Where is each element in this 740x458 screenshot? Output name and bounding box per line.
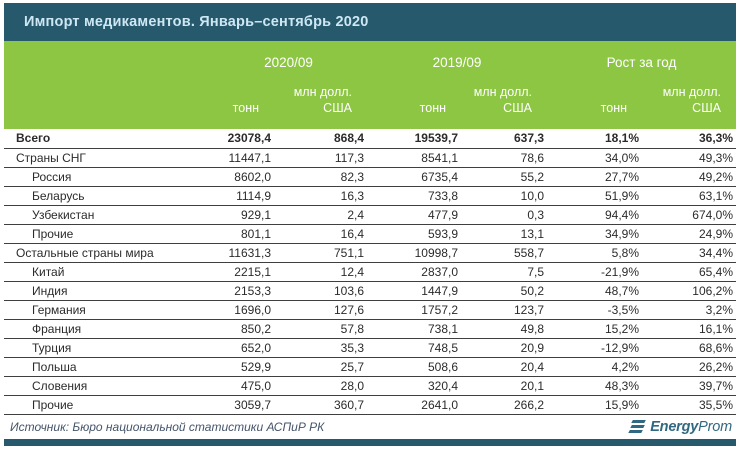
cell-value: 320,4 — [367, 376, 461, 395]
table-header — [4, 41, 736, 129]
page-title: Импорт медикаментов. Январь–сентябрь 2020 — [24, 14, 369, 30]
cell-value: 106,2% — [642, 281, 736, 300]
cell-value: 20,9 — [461, 338, 547, 357]
cell-value: 7,5 — [461, 262, 547, 281]
cell-value: 738,1 — [367, 319, 461, 338]
table-row — [4, 205, 736, 224]
subheader-tons: тонн — [210, 72, 274, 129]
table-row — [4, 319, 736, 338]
table-row — [4, 148, 736, 167]
cell-value: 748,5 — [367, 338, 461, 357]
row-label: Остальные страны мира — [4, 243, 210, 262]
cell-value: 13,1 — [461, 224, 547, 243]
cell-value: 25,7 — [274, 357, 367, 376]
row-label: Беларусь — [4, 186, 210, 205]
table-row — [4, 243, 736, 262]
group-growth: Рост за год — [547, 41, 736, 72]
cell-value: 51,9% — [547, 186, 642, 205]
cell-value: 929,1 — [210, 205, 274, 224]
cell-value: 57,8 — [274, 319, 367, 338]
table-row — [4, 167, 736, 186]
cell-value: 529,9 — [210, 357, 274, 376]
cell-value: 558,7 — [461, 243, 547, 262]
cell-value: 15,9% — [547, 395, 642, 414]
cell-value: 65,4% — [642, 262, 736, 281]
group-2020: 2020/09 — [210, 41, 367, 72]
cell-value: 15,2% — [547, 319, 642, 338]
row-label: Прочие — [4, 395, 210, 414]
cell-value: 49,2% — [642, 167, 736, 186]
column-group-row — [4, 41, 736, 72]
cell-value: 2641,0 — [367, 395, 461, 414]
cell-value: 34,9% — [547, 224, 642, 243]
cell-value: 16,3 — [274, 186, 367, 205]
row-label: Индия — [4, 281, 210, 300]
cell-value: 751,1 — [274, 243, 367, 262]
row-label: Словения — [4, 376, 210, 395]
cell-value: 8541,1 — [367, 148, 461, 167]
subheader-musd: млн долл. США — [274, 72, 367, 129]
cell-value: 26,2% — [642, 357, 736, 376]
cell-value: 593,9 — [367, 224, 461, 243]
table-row — [4, 281, 736, 300]
row-label: Китай — [4, 262, 210, 281]
subheader-tons: тонн — [547, 72, 642, 129]
cell-value: 3059,7 — [210, 395, 274, 414]
cell-value: 48,3% — [547, 376, 642, 395]
cell-value: 508,6 — [367, 357, 461, 376]
row-label: Страны СНГ — [4, 148, 210, 167]
cell-value: 27,7% — [547, 167, 642, 186]
cell-value: -3,5% — [547, 300, 642, 319]
cell-value: 48,7% — [547, 281, 642, 300]
row-label: Россия — [4, 167, 210, 186]
subheader-tons: тонн — [367, 72, 461, 129]
cell-value: 1447,9 — [367, 281, 461, 300]
cell-value: 55,2 — [461, 167, 547, 186]
cell-value: 1696,0 — [210, 300, 274, 319]
cell-value: 5,8% — [547, 243, 642, 262]
cell-value: 68,6% — [642, 338, 736, 357]
cell-value: 49,8 — [461, 319, 547, 338]
cell-value: 18,1% — [547, 129, 642, 148]
row-label: Всего — [4, 129, 210, 148]
logo-light-part: Prom — [698, 419, 732, 435]
cell-value: 103,6 — [274, 281, 367, 300]
row-label: Турция — [4, 338, 210, 357]
cell-value: 36,3% — [642, 129, 736, 148]
subheader-musd: млн долл. США — [642, 72, 736, 129]
cell-value: 475,0 — [210, 376, 274, 395]
bottom-accent-bar — [4, 439, 736, 446]
cell-value: 50,2 — [461, 281, 547, 300]
cell-value: 4,2% — [547, 357, 642, 376]
table-row — [4, 129, 736, 148]
subheader-musd: млн долл. США — [461, 72, 547, 129]
cell-value: 733,8 — [367, 186, 461, 205]
cell-value: 35,5% — [642, 395, 736, 414]
row-label: Прочие — [4, 224, 210, 243]
cell-value: 0,3 — [461, 205, 547, 224]
table-row — [4, 338, 736, 357]
cell-value: 23078,4 — [210, 129, 274, 148]
cell-value: 20,1 — [461, 376, 547, 395]
cell-value: 11447,1 — [210, 148, 274, 167]
cell-value: 10998,7 — [367, 243, 461, 262]
report-title-bar — [4, 3, 736, 41]
cell-value: 360,7 — [274, 395, 367, 414]
cell-value: 2,4 — [274, 205, 367, 224]
cell-value: 801,1 — [210, 224, 274, 243]
cell-value: 82,3 — [274, 167, 367, 186]
cell-value: 16,1% — [642, 319, 736, 338]
cell-value: 94,4% — [547, 205, 642, 224]
cell-value: 24,9% — [642, 224, 736, 243]
cell-value: 637,3 — [461, 129, 547, 148]
cell-value: 123,7 — [461, 300, 547, 319]
group-2019: 2019/09 — [367, 41, 547, 72]
table-row — [4, 376, 736, 395]
cell-value: 868,4 — [274, 129, 367, 148]
energyprom-logo-text — [650, 419, 732, 435]
cell-value: 2215,1 — [210, 262, 274, 281]
cell-value: 2837,0 — [367, 262, 461, 281]
table-row — [4, 262, 736, 281]
cell-value: 78,6 — [461, 148, 547, 167]
cell-value: 850,2 — [210, 319, 274, 338]
report-footer — [4, 415, 736, 438]
cell-value: 12,4 — [274, 262, 367, 281]
cell-value: 35,3 — [274, 338, 367, 357]
table-body — [4, 129, 736, 414]
row-label: Франция — [4, 319, 210, 338]
cell-value: 16,4 — [274, 224, 367, 243]
cell-value: 39,7% — [642, 376, 736, 395]
cell-value: 11631,3 — [210, 243, 274, 262]
cell-value: 10,0 — [461, 186, 547, 205]
table-row — [4, 300, 736, 319]
energyprom-bars-icon — [632, 420, 645, 434]
energyprom-logo — [632, 419, 732, 435]
cell-value: 34,4% — [642, 243, 736, 262]
cell-value: 1757,2 — [367, 300, 461, 319]
import-table — [4, 41, 736, 415]
table-row — [4, 224, 736, 243]
corner-cell — [4, 41, 210, 72]
cell-value: 3,2% — [642, 300, 736, 319]
logo-bold-part: Energy — [650, 419, 699, 435]
cell-value: 1114,9 — [210, 186, 274, 205]
cell-value: 19539,7 — [367, 129, 461, 148]
table-row — [4, 395, 736, 414]
table-row — [4, 357, 736, 376]
table-row — [4, 186, 736, 205]
cell-value: 49,3% — [642, 148, 736, 167]
cell-value: 652,0 — [210, 338, 274, 357]
cell-value: 674,0% — [642, 205, 736, 224]
cell-value: -21,9% — [547, 262, 642, 281]
cell-value: 63,1% — [642, 186, 736, 205]
cell-value: 20,4 — [461, 357, 547, 376]
cell-value: 34,0% — [547, 148, 642, 167]
sub-header-row — [4, 72, 736, 129]
row-label: Польша — [4, 357, 210, 376]
source-note: Источник: Бюро национальной статистики АСПиР РК — [10, 420, 325, 434]
cell-value: 266,2 — [461, 395, 547, 414]
cell-value: 6735,4 — [367, 167, 461, 186]
row-label: Германия — [4, 300, 210, 319]
cell-value: 117,3 — [274, 148, 367, 167]
corner-cell — [4, 72, 210, 129]
cell-value: -12,9% — [547, 338, 642, 357]
cell-value: 127,6 — [274, 300, 367, 319]
cell-value: 2153,3 — [210, 281, 274, 300]
cell-value: 477,9 — [367, 205, 461, 224]
cell-value: 8602,0 — [210, 167, 274, 186]
row-label: Узбекистан — [4, 205, 210, 224]
cell-value: 28,0 — [274, 376, 367, 395]
